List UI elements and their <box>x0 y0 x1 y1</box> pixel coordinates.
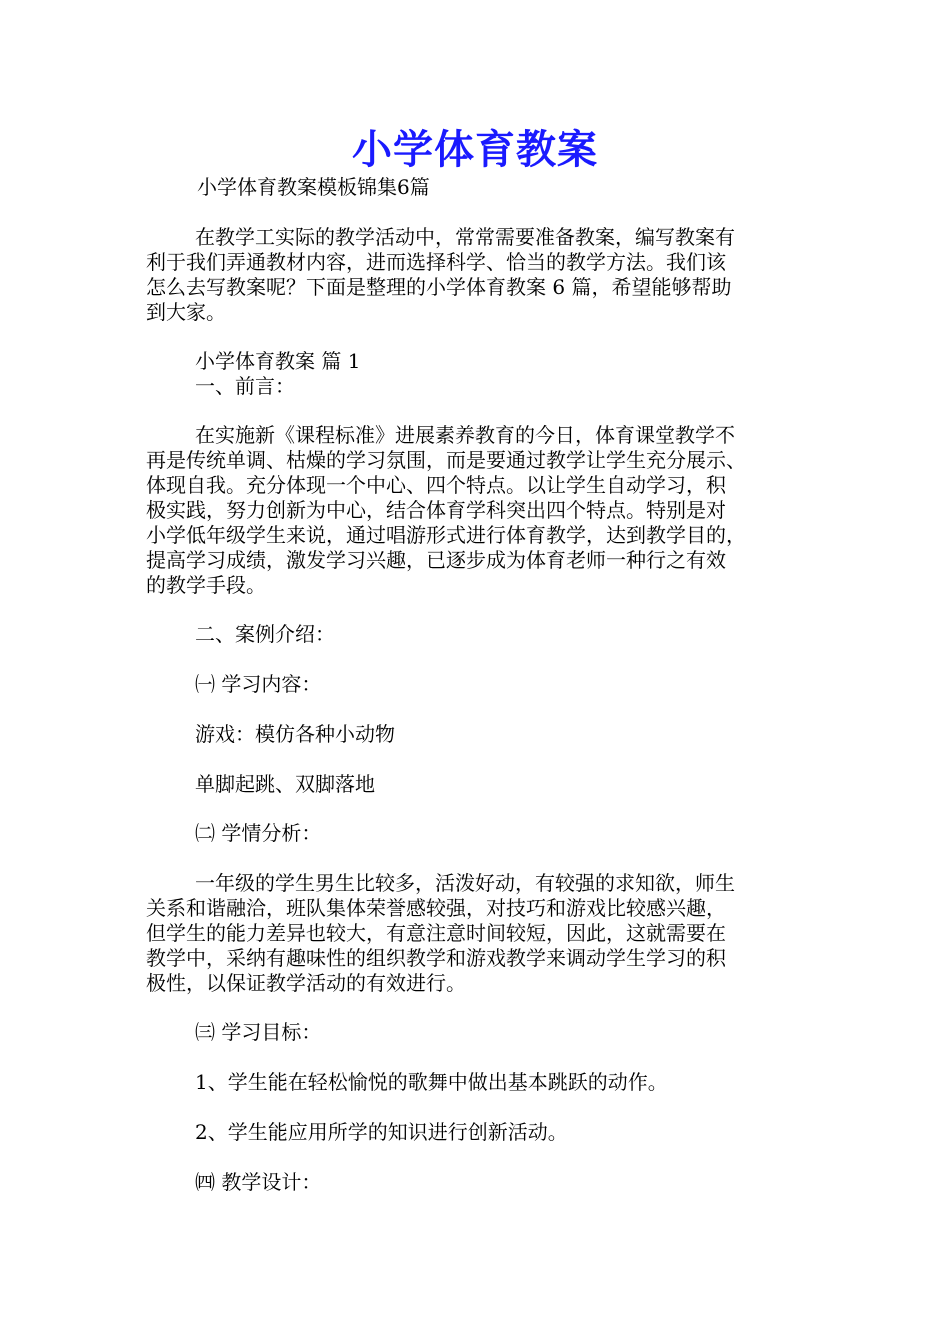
preface-line: 的教学手段。 <box>146 573 266 597</box>
intro-line: 到大家。 <box>146 300 226 324</box>
case-heading: 二、案例介绍： <box>195 622 335 646</box>
preface-heading: 一、前言： <box>195 374 295 398</box>
preface-line: 提高学习成绩，激发学习兴趣，已逐步成为体育老师一种行之有效 <box>146 548 726 572</box>
goal-item: 1、学生能在轻松愉悦的歌舞中做出基本跳跃的动作。 <box>195 1070 668 1094</box>
preface-line: 体现自我。充分体现一个中心、四个特点。以让学生自动学习，积 <box>146 473 726 497</box>
preface-paragraph <box>146 423 811 598</box>
content-item: 单脚起跳、双脚落地 <box>195 772 375 796</box>
goal-item: 2、学生能应用所学的知识进行创新活动。 <box>195 1120 568 1144</box>
section-heading: 小学体育教案 篇 1 <box>195 349 361 373</box>
preface-line: 再是传统单调、枯燥的学习氛围，而是要通过教学让学生充分展示、 <box>146 448 746 472</box>
preface-line: 在实施新《课程标准》进展素养教育的今日，体育课堂教学不 <box>195 423 735 447</box>
design-heading: ㈣ 教学设计： <box>195 1170 322 1194</box>
intro-line: 在教学工实际的教学活动中，常常需要准备教案，编写教案有 <box>195 225 735 249</box>
intro-line: 利于我们弄通教材内容，进而选择科学、恰当的教学方法。我们该 <box>146 250 726 274</box>
preface-line: 极实践，努力创新为中心，结合体育学科突出四个特点。特别是对 <box>146 498 726 522</box>
analysis-heading: ㈡ 学情分析： <box>195 821 322 845</box>
content-item: 游戏：模仿各种小动物 <box>195 722 395 746</box>
goals-heading: ㈢ 学习目标： <box>195 1020 322 1044</box>
intro-paragraph <box>146 225 811 325</box>
analysis-line: 但学生的能力差异也较大，有意注意时间较短，因此，这就需要在 <box>146 921 726 945</box>
analysis-line: 极性，以保证教学活动的有效进行。 <box>146 971 466 995</box>
intro-line: 怎么去写教案呢？下面是整理的小学体育教案 6 篇，希望能够帮助 <box>146 275 732 299</box>
preface-line: 小学低年级学生来说，通过唱游形式进行体育教学，达到教学目的， <box>146 523 746 547</box>
analysis-line: 关系和谐融洽，班队集体荣誉感较强，对技巧和游戏比较感兴趣， <box>146 896 726 920</box>
content-heading: ㈠ 学习内容： <box>195 672 322 696</box>
document-subtitle: 小学体育教案模板锦集6篇 <box>197 175 430 199</box>
document-title: 小学体育教案 <box>352 126 598 173</box>
analysis-line: 一年级的学生男生比较多，活泼好动，有较强的求知欲，师生 <box>195 871 735 895</box>
analysis-paragraph <box>146 871 811 996</box>
analysis-line: 教学中，采纳有趣味性的组织教学和游戏教学来调动学生学习的积 <box>146 946 726 970</box>
